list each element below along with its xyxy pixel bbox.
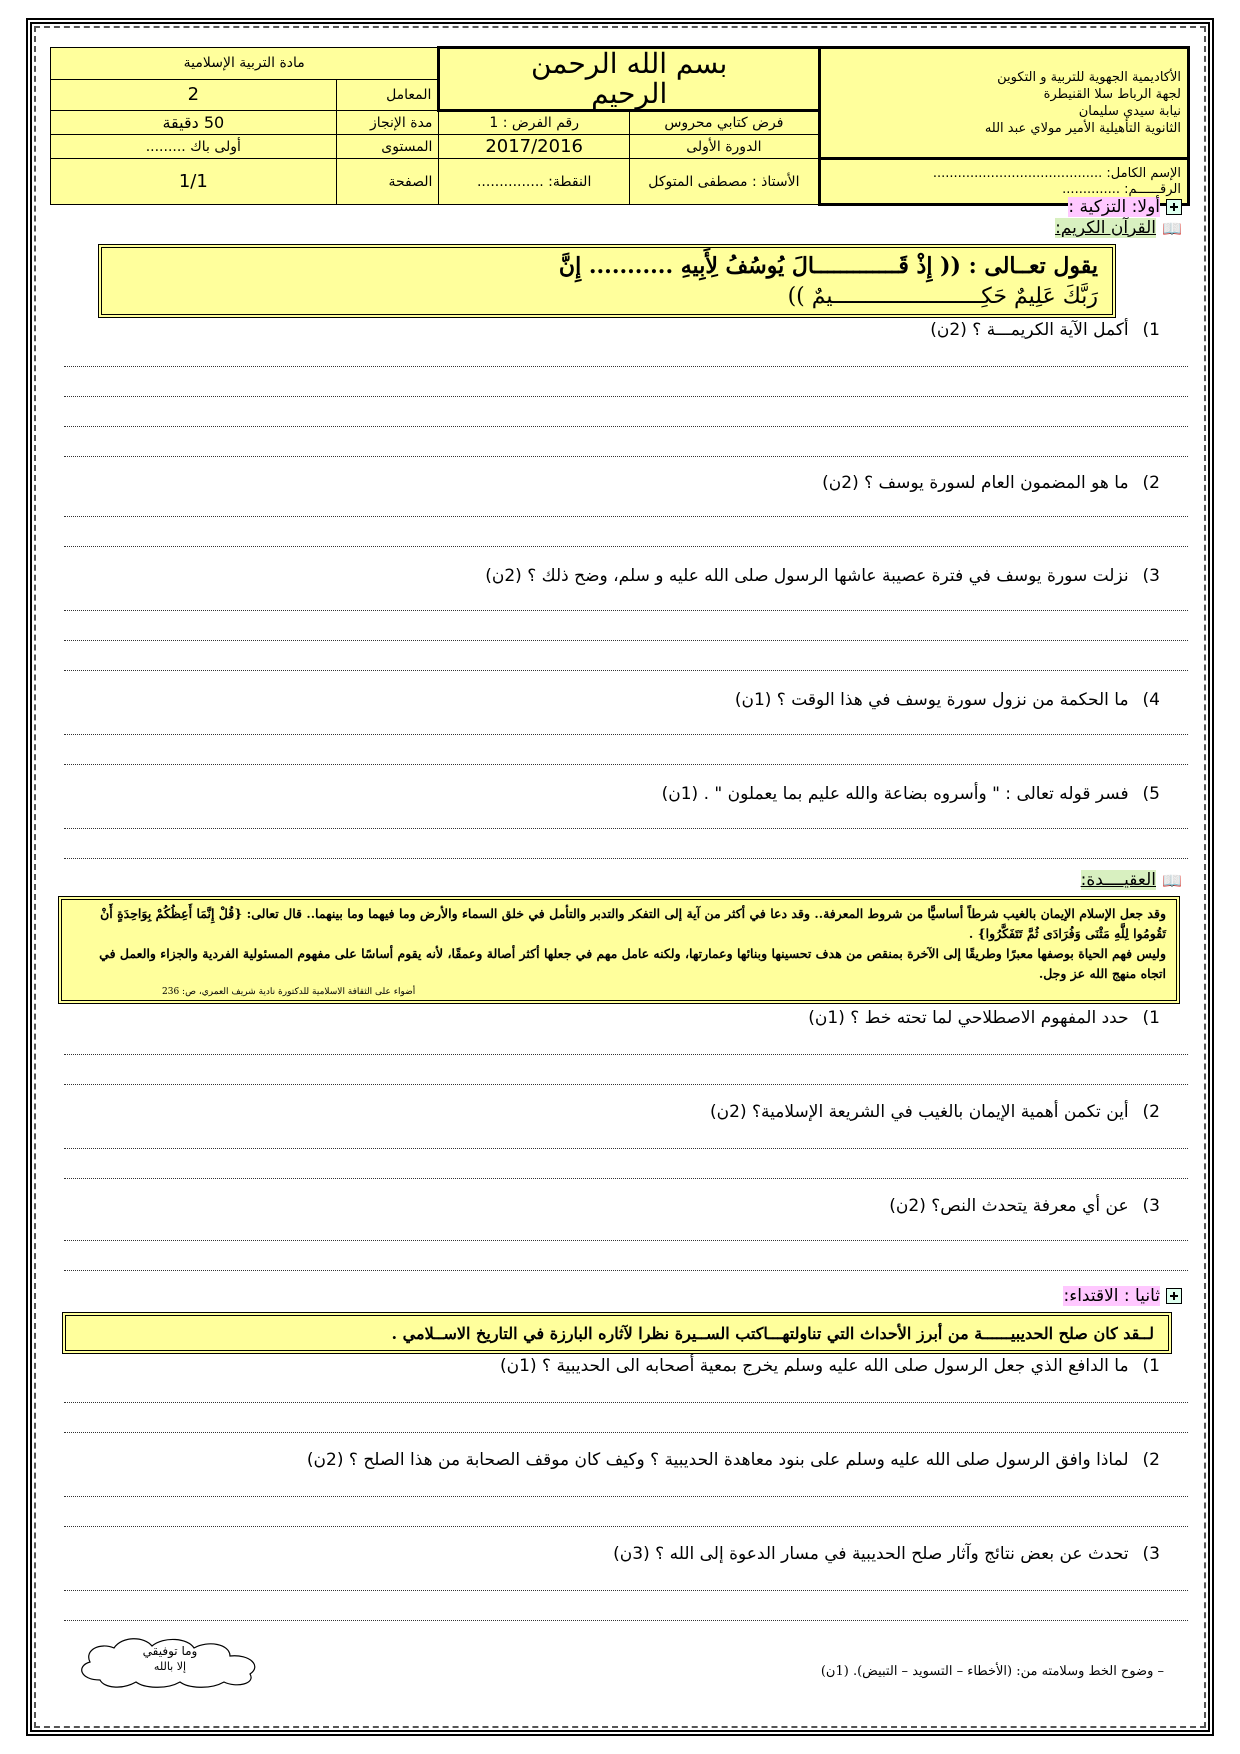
answer-line[interactable]	[64, 1432, 1188, 1433]
answer-line[interactable]	[64, 1148, 1188, 1149]
answer-line[interactable]	[64, 670, 1188, 671]
academy-line: الأكاديمية الجهوية للتربية و التكوين	[997, 70, 1181, 85]
question-number: 1)	[1142, 1008, 1160, 1028]
question-text: أين تكمن أهمية الإيمان بالغيب في الشريعة الإسلامية؟ (2ن)	[710, 1102, 1129, 1122]
question-2-3	[889, 1196, 1160, 1216]
question-number: 3)	[1142, 566, 1160, 586]
handwriting-note: – وضوح الخط وسلامته من: (الأخطاء – التسويد – التبيض). (1ن)	[820, 1664, 1164, 1679]
answer-line[interactable]	[64, 1270, 1188, 1271]
cloud-text-1: وما توفيقي	[142, 1644, 198, 1658]
answer-line[interactable]	[64, 1178, 1188, 1179]
question-text: ما الدافع الذي جعل الرسول صلى الله عليه وسلم يخرج بمعية أصحابه الى الحديبية ؟ (1ن)	[500, 1356, 1129, 1376]
part1-title: أولا: التزكية :	[1068, 197, 1160, 217]
answer-line[interactable]	[64, 1590, 1188, 1591]
question-2-1	[808, 1008, 1160, 1028]
level-label: المستوى	[336, 135, 439, 159]
question-2-2	[710, 1102, 1160, 1122]
question-3-3	[613, 1544, 1160, 1564]
grade-field[interactable]: النقطة: ...............	[439, 159, 629, 205]
question-text: حدد المفهوم الاصطلاحي لما تحته خط ؟ (1ن)	[808, 1008, 1129, 1028]
question-3-2	[307, 1450, 1160, 1470]
answer-line[interactable]	[64, 426, 1188, 427]
page-label: الصفحة	[336, 159, 439, 205]
cloud-text-2: إلا بالله	[153, 1660, 187, 1673]
basmala-cell	[439, 48, 819, 111]
academy-line: نيابة سيدي سليمان	[1078, 104, 1181, 119]
answer-line[interactable]	[64, 858, 1188, 859]
question-text: لماذا وافق الرسول صلى الله عليه وسلم على بنود معاهدة الحديبية ؟ وكيف كان موقف الصحابة من هذا الصلح ؟ (2ن)	[306, 1450, 1129, 1470]
question-3-1	[500, 1356, 1160, 1376]
question-1-4	[735, 690, 1160, 710]
verse-line1: يقول تعــالى : (( إِذْ قَـــــــــــــالَ يُوسُفُ لِأَبِيهِ ........... إِنَّ	[558, 253, 1098, 279]
answer-line[interactable]	[64, 456, 1188, 457]
aqida-paragraph: وليس فهم الحياة بوصفها معبرًا وطريقًا إلى الآخرة بمنقص من هدف تحسينها وبنائها وعمارتها، ولكنه عامل مهم في جعلها أكثر أصالة وعمقًا، لأنه يقوم أساسًا على مفهوم المسئولية الفردية والجزاء والعمل في اتجاه منهج الله عز وجل.	[99, 946, 1166, 981]
question-number: 2)	[1142, 473, 1160, 493]
section-bullet-icon	[1166, 199, 1182, 215]
answer-line[interactable]	[64, 1402, 1188, 1403]
student-number-field[interactable]: الرقــــــم: ..............	[1062, 181, 1181, 197]
answer-line[interactable]	[64, 396, 1188, 397]
question-number: 1)	[1142, 1356, 1160, 1376]
question-number: 5)	[1142, 784, 1160, 804]
coef-label: المعامل	[336, 79, 439, 111]
verse-box	[98, 244, 1116, 318]
question-text: ما هو المضمون العام لسورة يوسف ؟ (2ن)	[822, 473, 1129, 493]
academy-line: لجهة الرباط سلا القنيطرة	[1043, 87, 1181, 102]
question-number: 2)	[1142, 1102, 1160, 1122]
teacher: الأستاذ : مصطفى المتوكل	[629, 159, 819, 205]
answer-line[interactable]	[64, 734, 1188, 735]
academy-line: الثانوية التأهيلية الأمير مولاي عبد الله	[984, 121, 1181, 136]
open-book-icon: 📖	[1162, 218, 1182, 238]
basmala-line1: بسم الله الرحمن	[530, 47, 728, 80]
part1-title-row	[1068, 197, 1182, 217]
quran-label-row	[1055, 218, 1182, 238]
coef-value: 2	[51, 79, 337, 111]
basmala-line2: الرحيم	[591, 77, 668, 110]
part2-title: ثانيا : الاقتداء:	[1063, 1286, 1160, 1306]
question-1-1	[930, 320, 1160, 340]
question-text: فسر قوله تعالى : " وأسروه بضاعة والله عليم بما يعملون " . (1ن)	[661, 784, 1129, 804]
full-name-field[interactable]: الإسم الكامل: .........................................	[932, 165, 1181, 181]
level-value: أولى باك .........	[51, 135, 337, 159]
subject: مادة التربية الإسلامية	[51, 48, 439, 80]
answer-line[interactable]	[64, 1496, 1188, 1497]
question-text: تحدث عن بعض نتائج وآثار صلح الحديبية في مسار الدعوة إلى الله ؟ (3ن)	[613, 1544, 1129, 1564]
question-number: 2)	[1142, 1450, 1160, 1470]
answer-line[interactable]	[64, 1526, 1188, 1527]
exam-number: رقم الفرض : 1	[439, 111, 629, 135]
question-number: 4)	[1142, 690, 1160, 710]
duration-label: مدة الإنجاز	[336, 111, 439, 135]
question-number: 1)	[1142, 320, 1160, 340]
answer-line[interactable]	[64, 366, 1188, 367]
duration-value: 50 دقيقة	[51, 111, 337, 135]
answer-line[interactable]	[64, 1054, 1188, 1055]
answer-line[interactable]	[64, 610, 1188, 611]
aqida-source: أضواء على الثقافة الاسلامية للدكتورة نادية شريف العمري، ص: 236	[162, 987, 416, 997]
part2-intro: لــقد كان صلح الحديبيــــــة من أبرز الأحداث التي تناولتهـــاكتب الســيرة نظرا لآثاره البارزة في التاريخ الاســلامي .	[391, 1324, 1154, 1343]
part2-title-row	[1063, 1286, 1182, 1306]
question-number: 3)	[1142, 1544, 1160, 1564]
section-bullet-icon	[1166, 1288, 1182, 1304]
academy-block	[819, 48, 1188, 159]
question-1-5	[662, 784, 1160, 804]
answer-line[interactable]	[64, 1620, 1188, 1621]
answer-line[interactable]	[64, 640, 1188, 641]
exam-type: فرض كتابي محروس	[629, 111, 819, 135]
session: الدورة الأولى	[629, 135, 819, 159]
question-1-2	[822, 473, 1160, 493]
open-book-icon: 📖	[1162, 870, 1182, 890]
answer-line[interactable]	[64, 1084, 1188, 1085]
aqida-label: العقيــــدة:	[1080, 870, 1156, 890]
question-text: عن أي معرفة يتحدث النص؟ (2ن)	[889, 1196, 1129, 1216]
aqida-paragraph: وقد جعل الإسلام الإيمان بالغيب شرطاً أساسيًّا من شروط المعرفة.. وقد دعا في أكثر من آية إلى التفكر والتدبر والتأمل في خلق السماء والأرض وما فيهما وما بينهما.. قال تعالى: {قُلْ إِنَّمَا أَعِظُكُمْ بِوَاحِدَةٍ أَنْ تَقُومُوا لِلَّهِ مَثْنَى وَفُرَادَى ثُمَّ تَتَفَكَّرُوا} .	[100, 906, 1166, 941]
verse-line2: رَبَّكَ عَلِيمٌ حَكِـــــــــــــــــــــــيمٌ ))	[787, 284, 1098, 309]
quran-label: القرآن الكريم:	[1055, 218, 1156, 238]
page-value: 1/1	[51, 159, 337, 205]
aqida-label-row	[1081, 870, 1182, 890]
question-1-3	[485, 566, 1160, 586]
answer-line[interactable]	[64, 764, 1188, 765]
answer-line[interactable]	[64, 546, 1188, 547]
part2-intro-box	[62, 1312, 1172, 1354]
answer-line[interactable]	[64, 1240, 1188, 1241]
school-year: 2017/2016	[439, 135, 629, 159]
question-text: ما الحكمة من نزول سورة يوسف في هذا الوقت ؟ (1ن)	[734, 690, 1129, 710]
question-text: أكمل الآية الكريمـــة ؟ (2ن)	[930, 320, 1129, 340]
answer-line[interactable]	[64, 828, 1188, 829]
question-number: 3)	[1142, 1196, 1160, 1216]
aqida-text-box	[58, 896, 1180, 1004]
answer-line[interactable]	[64, 516, 1188, 517]
closing-cloud	[70, 1632, 270, 1690]
exam-header	[50, 46, 1190, 206]
question-text: نزلت سورة يوسف في فترة عصيبة عاشها الرسول صلى الله عليه و سلم، وضح ذلك ؟ (2ن)	[485, 566, 1129, 586]
